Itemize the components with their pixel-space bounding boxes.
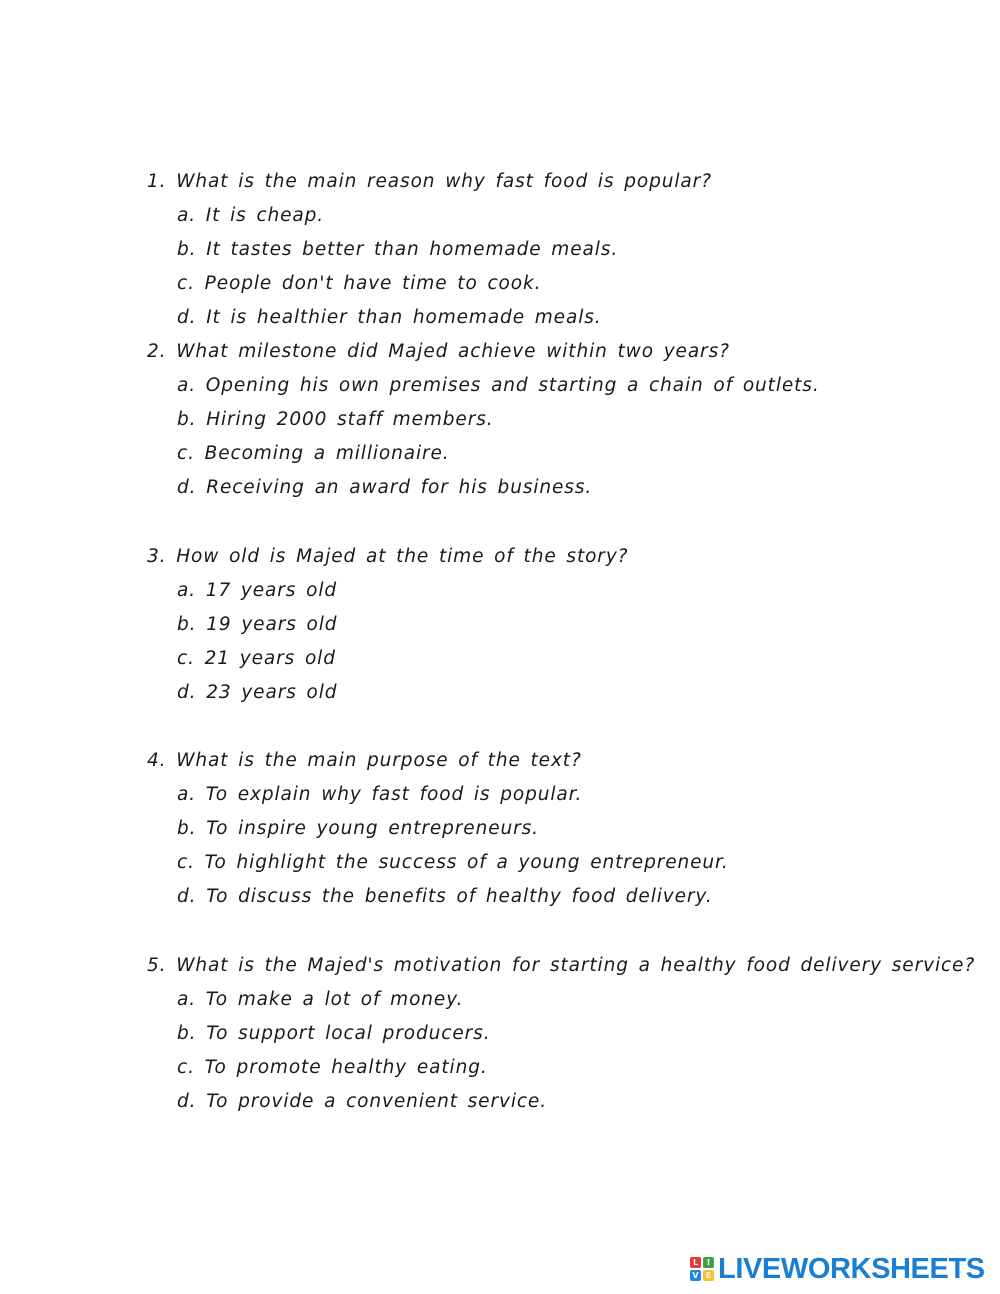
logo-wordmark: LIVEWORKSHEETS bbox=[718, 1253, 985, 1285]
question-3-option-c: c. 21 years old bbox=[177, 648, 336, 669]
question-3-option-d: d. 23 years old bbox=[177, 682, 338, 703]
logo-mark-tile: V bbox=[690, 1270, 701, 1281]
liveworksheets-logo bbox=[690, 1252, 985, 1286]
question-4-option-a: a. To explain why fast food is popular. bbox=[177, 784, 583, 805]
logo-mark-icon bbox=[690, 1257, 714, 1281]
question-1-prompt: 1. What is the main reason why fast food is popular? bbox=[147, 171, 712, 192]
question-3-option-a: a. 17 years old bbox=[177, 580, 338, 601]
logo-mark-tile: E bbox=[703, 1270, 714, 1281]
question-2-option-b: b. Hiring 2000 staff members. bbox=[177, 409, 494, 430]
question-1-option-c: c. People don't have time to cook. bbox=[177, 273, 542, 294]
question-2-prompt: 2. What milestone did Majed achieve within two years? bbox=[147, 341, 730, 362]
question-5-option-b: b. To support local producers. bbox=[177, 1023, 491, 1044]
question-5-option-a: a. To make a lot of money. bbox=[177, 989, 464, 1010]
question-5-option-c: c. To promote healthy eating. bbox=[177, 1057, 488, 1078]
question-4-prompt: 4. What is the main purpose of the text? bbox=[147, 750, 582, 771]
question-3-option-b: b. 19 years old bbox=[177, 614, 338, 635]
question-4-option-b: b. To inspire young entrepreneurs. bbox=[177, 818, 539, 839]
question-2-option-d: d. Receiving an award for his business. bbox=[177, 477, 593, 498]
logo-mark-tile: L bbox=[690, 1257, 701, 1268]
question-2-option-a: a. Opening his own premises and starting a chain of outlets. bbox=[177, 375, 820, 396]
question-5-option-d: d. To provide a convenient service. bbox=[177, 1091, 547, 1112]
question-4-option-d: d. To discuss the benefits of healthy food delivery. bbox=[177, 886, 713, 907]
logo-mark-tile: I bbox=[703, 1257, 714, 1268]
question-4-option-c: c. To highlight the success of a young entrepreneur. bbox=[177, 852, 729, 873]
question-1-option-d: d. It is healthier than homemade meals. bbox=[177, 307, 602, 328]
question-3-prompt: 3. How old is Majed at the time of the story? bbox=[147, 546, 629, 567]
question-1-option-b: b. It tastes better than homemade meals. bbox=[177, 239, 619, 260]
question-2-option-c: c. Becoming a millionaire. bbox=[177, 443, 450, 464]
question-5-prompt: 5. What is the Majed's motivation for starting a healthy food delivery service? bbox=[147, 955, 976, 976]
question-1-option-a: a. It is cheap. bbox=[177, 205, 325, 226]
